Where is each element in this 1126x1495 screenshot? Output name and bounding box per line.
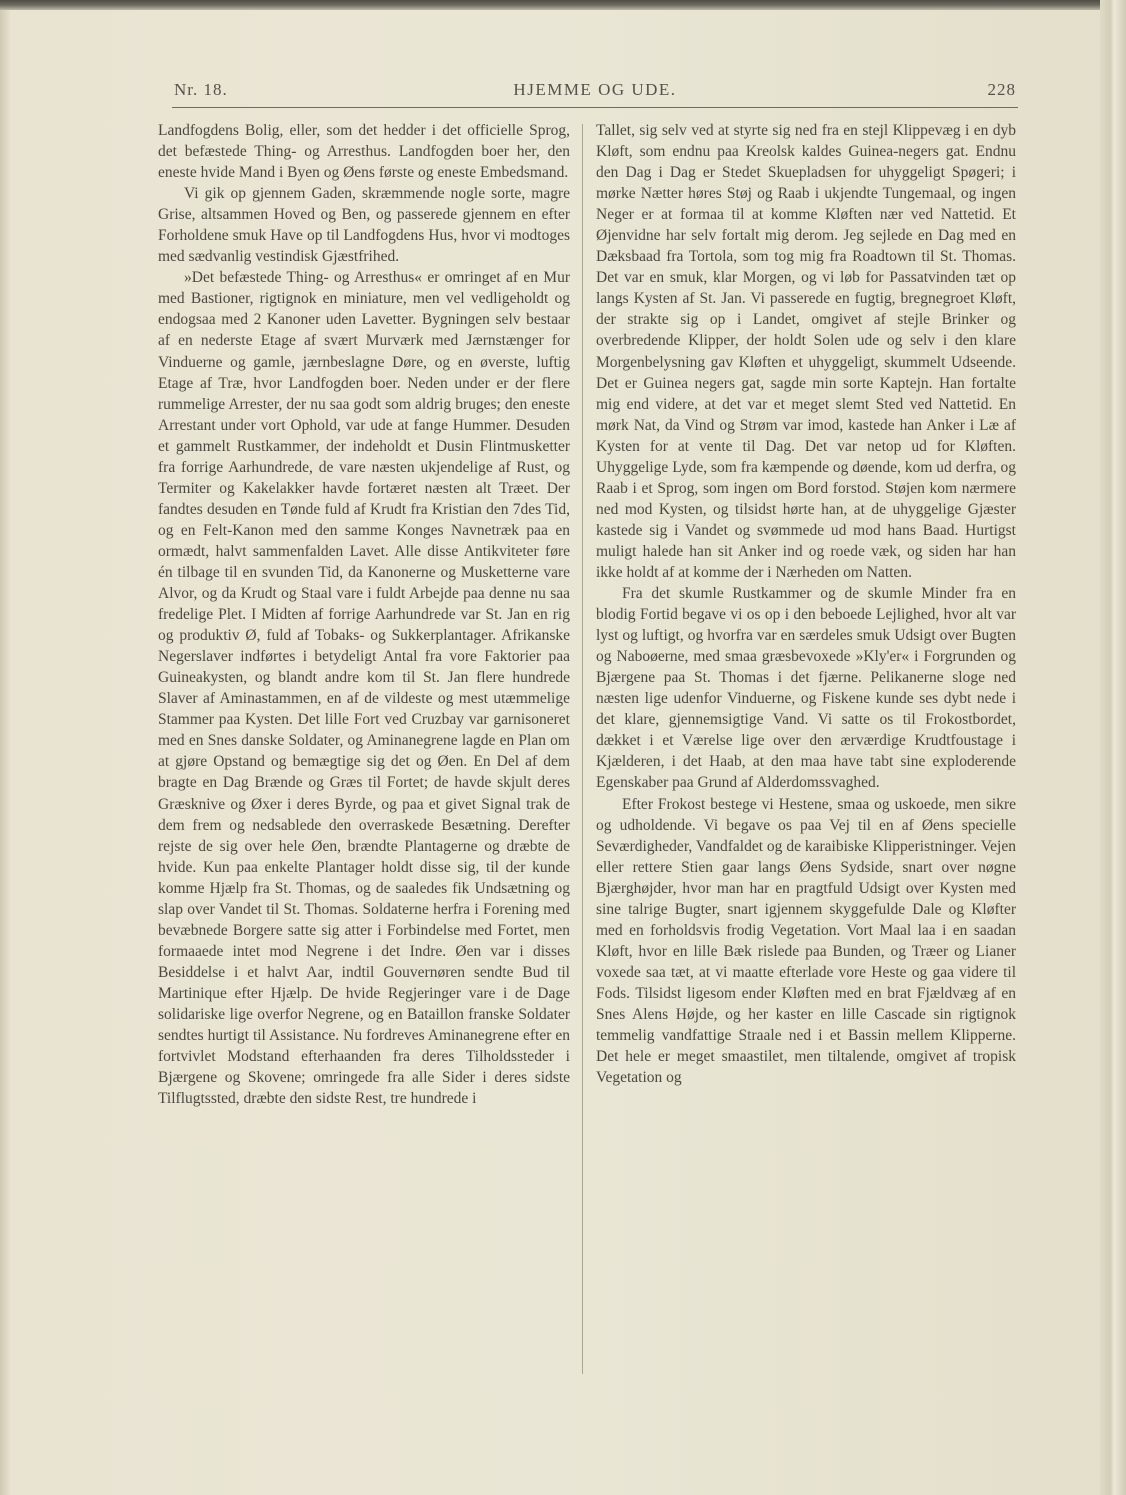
- paragraph: Tallet, sig selv ved at styrte sig ned fra en stejl Klippevæg i en dyb Kløft, som endnu paa Kreolsk kaldes Guinea-negers gat. Endnu den Dag i Dag er Stedet Skuepladsen for uhyggeligt Spøgeri; i mørke Nætter høres Støj og Raab i ukjendte Tungemaal, og ingen Neger er at formaa til at komme Kløften nær ved Nattetid. Et Øjenvidne har selv fortalt mig derom. Jeg sejlede en Dag med en Dæksbaad fra Tortola, som tog mig fra Roadtown til St. Thomas. Det var en smuk, klar Morgen, og vi løb for Passatvinden tæt op langs Kysten af St. Jan. Vi passerede en fugtig, bregnegroet Kløft, der strakte sig op i Landet, omgivet af stejle Brinker og overbredende Klipper, der holdt Solen ude og selv i den klare Morgenbelysning gav Kløften et uhyggeligt, skummelt Udseende. Det er Guinea negers gat, sagde min sorte Kaptejn. Han fortalte mig end videre, at det var et meget slemt Sted ved Nattetid. En mørk Nat, da Vind og Strøm var imod, kastede han Anker i Læ af Kysten for at vente til Dag. Det var netop ud for Kløften. Uhyggelige Lyde, som fra kæmpende og døende, kom ud derfra, og Raab i et Sprog, som ingen om Bord forstod. Støjen kom nærmere ned mod Kysten, og tilsidst hørte han, at de uhyggelige Gjæster kastede sig i Vandet og svømmede ud mod hans Baad. Hurtigst muligt halede han sit Anker ind og roede væk, og siden har han ikke holdt af at komme der i Nærheden om Natten.: [596, 122, 1016, 581]
- page-right-edge: [1100, 0, 1126, 1495]
- paragraph: Fra det skumle Rustkammer og de skumle Minder fra en blodig Fortid begave vi os op i den beboede Lejlighed, hvor alt var lyst og luftigt, og hvorfra var en særdeles smuk Udsigt over Bugten og Naboøerne, med smaa græsbevoxede »Kly'er« i Forgrunden og Bjærgene paa St. Thomas i det fjærne. Pelikanerne sloge ned næsten lige udenfor Vinduerne, og Fiskene kunde ses dybt nede i det klare, gjennemsigtige Vand. Vi satte os til Frokostbordet, dækket i et Værelse lige over den ærværdige Krudtfoustage i Kjælderen, i det Haab, at den maa have tabt sine exploderende Egenskaber paa Grund af Alderdomssvaghed.: [596, 585, 1016, 792]
- page-number: 228: [987, 80, 1016, 99]
- issue-number: Nr. 18.: [174, 80, 228, 99]
- paragraph: Efter Frokost bestege vi Hestene, smaa og uskoede, men sikre og udholdende. Vi begave os paa Vej til en af Øens specielle Seværdigheder, Vandfaldet og de karaibiske Klipperistninger. Vejen eller rettere Stien gaar langs Øens Sydside, snart over nøgne Bjærghøjder, hvor man har en pragtfuld Udsigt over Kysten med sine talrige Bugter, snart igjennem skyggefulde Dale og Kløfter med en forholdsvis frodig Vegetation. Vort Maal laa i en saadan Kløft, hvor en lille Bæk rislede paa Bunden, og Træer og Lianer voxede saa tæt, at vi maatte efterlade vore Heste og gaa videre til Fods. Tilsidst ligesom ender Kløften med en brat Fjældvæg af en Snes Alens Højde, og her kaster en lille Cascade sin rigtignok temmelig vandfattige Straale ned i et Bassin mellem Klipperne. Det hele er meget smaastilet, men tiltalende, omgivet af tropisk Vegetation og: [596, 795, 1016, 1087]
- page-binding-shadow: [0, 0, 10, 1495]
- running-header: [174, 80, 1016, 102]
- right-column: [596, 120, 1016, 1088]
- paragraph: »Det befæstede Thing- og Arresthus« er omringet af en Mur med Bastioner, rigtignok en miniature, men vel vedligeholdt og endogsaa med 2 Kanoner uden Lavetter. Bygningen selv bestaar af en nederste Etage af svært Murværk med Jærnstænger for Vinduerne og gamle, jærnbeslagne Døre, og en øverste, luftig Etage af Træ, hvor Landfogden boer. Neden under er der flere rummelige Arrester, der nu saa godt som aldrig bruges; den eneste Arrestant under vort Ophold, var ude at fange Hummer. Desuden et gammelt Rustkammer, der indeholdt et Dusin Flintmusketter fra forrige Aarhundrede, de vare næsten ukjendelige af Rust, og Termiter og Kakelakker havde fortæret næsten alt Træet. Der fandtes desuden en Tønde fuld af Krudt fra Kristian den 7des Tid, og en Felt-Kanon med den samme Konges Navnetræk paa en ormædt, halvt sammenfalden Lavet. Alle disse Antikviteter føre én tilbage til en svunden Tid, da Kanonerne og Musketterne vare Alvor, og da Krudt og Staal vare i fuldt Arbejde paa denne nu saa fredelige Plet. I Midten af forrige Aarhundrede var St. Jan en rig og produktiv Ø, fuld af Tobaks- og Sukkerplantager. Afrikanske Negerslaver indførtes i betydeligt Antal fra vore Faktorier paa Guineakysten, og blandt andre kom til St. Jan flere hundrede Slaver af Aminastammen, en af de vildeste og mest utæmmelige Stammer paa Kysten. Det lille Fort ved Cruzbay var garnisoneret med en Snes danske Soldater, og Aminanegrene lagde en Plan om at gjøre Opstand og bemægtige sig det og Øen. En Del af dem bragte en Dag Brænde og Græs til Fortet; de havde skjult deres Græsknive og Øxer i deres Byrde, og paa et givet Signal trak de dem frem og nedsablede den overraskede Besætning. Derefter rejste de sig over hele Øen, brændte Plantagerne og dræbte de hvide. Kun paa enkelte Plantager holdt disse sig, til der kunde komme Hjælp fra St. Thomas, og de saaledes fik Undsætning og slap over Vandet til St. Thomas. Soldaterne herfra i Forening med bevæbnede Borgere satte sig atter i Forbindelse med Fortet, men formaaede intet mod Negrene i det Indre. Øen var i disses Besiddelse i et halvt Aar, indtil Gouvernøren sendte Bud til Martinique efter Hjælp. De hvide Regjeringer vare i de Dage solidariske lige overfor Negrene, og en Bataillon franske Soldater sendtes hurtigt til Assistance. Nu fordreves Aminanegrene efter en fortvivlet Modstand efterhaanden fra deres Tilholdssteder i Bjærgene og Skovene; omringede fra alle Sider i deres sidste Tilflugtssted, dræbte den sidste Rest, tre hundrede i: [158, 269, 570, 1108]
- left-column: [158, 120, 570, 1109]
- page-top-edge: [0, 0, 1126, 10]
- paragraph: Vi gik op gjennem Gaden, skræmmende nogle sorte, magre Grise, altsammen Hoved og Ben, og passerede gjennem en efter Forholdene smuk Have op til Landfogdens Hus, hvor vi modtoges med sædvanlig vestindisk Gjæstfrihed.: [158, 185, 570, 266]
- paragraph: Landfogdens Bolig, eller, som det hedder i det officielle Sprog, det befæstede Thing- og Arresthus. Landfogden boer her, den eneste hvide Mand i Byen og Øens første og eneste Embedsmand.: [158, 122, 570, 182]
- header-rule: [172, 107, 1018, 108]
- column-divider: [582, 124, 583, 1374]
- magazine-title: HJEMME OG UDE.: [513, 80, 677, 99]
